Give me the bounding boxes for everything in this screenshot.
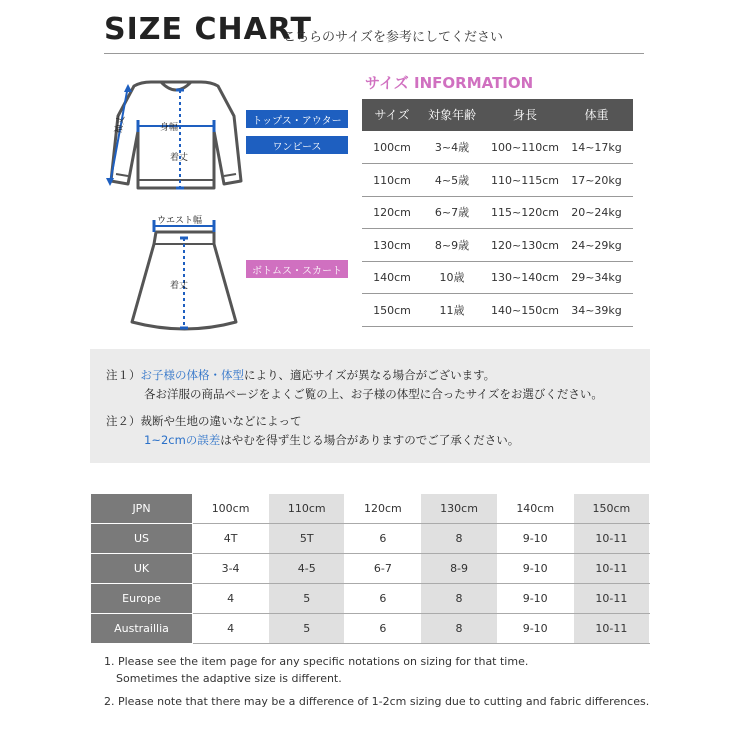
cell: 8 (421, 584, 497, 614)
english-note-1: 1. Please see the item page for any specific notations on sizing for that time. (104, 655, 529, 668)
cell: 4~5歳 (434, 174, 470, 187)
cell: 6~7歳 (434, 206, 470, 219)
cell: 5 (269, 584, 345, 614)
cell: 3-4 (193, 554, 269, 584)
info-header-row (362, 99, 633, 131)
cell: 8-9 (421, 554, 497, 584)
note-2-line2 (144, 432, 519, 448)
cell: 140cm (497, 494, 573, 524)
page-subtitle: こちらのサイズを参考にしてください (283, 30, 503, 45)
cell: 110cm (269, 494, 345, 524)
cell: 4 (193, 614, 269, 644)
cell: 100cm (373, 141, 411, 154)
cell: 140cm (373, 271, 411, 284)
cell: 9-10 (497, 554, 573, 584)
cell: 4-5 (269, 554, 345, 584)
width-label: 身幅 (160, 123, 179, 133)
cell: 6-7 (345, 554, 421, 584)
info-row (362, 230, 633, 262)
info-row (362, 132, 633, 164)
note-2 (106, 413, 302, 429)
cell: 130~140cm (491, 271, 559, 284)
cell: 115~120cm (491, 206, 559, 219)
sweater-icon (111, 82, 241, 188)
info-row (362, 262, 633, 294)
cell: 150cm (373, 304, 411, 317)
info-row (362, 165, 633, 197)
cell: 34~39kg (571, 304, 622, 317)
cell: 4 (193, 584, 269, 614)
note-text: 裁断や生地の違いなどによって (140, 414, 302, 428)
table-row (91, 554, 650, 584)
cell: 130cm (421, 494, 497, 524)
length-label-bottoms: 着丈 (170, 281, 189, 291)
cell: 10歳 (439, 271, 465, 284)
cell: 9-10 (497, 524, 573, 554)
note-highlight: 1~2cmの誤差 (144, 433, 221, 447)
cell: 100cm (193, 494, 269, 524)
cell: 140~150cm (491, 304, 559, 317)
note-1 (106, 367, 495, 383)
cell: 110cm (373, 174, 411, 187)
info-header: サイズ (374, 108, 410, 122)
cell: 120~130cm (491, 239, 559, 252)
sleeve-label: 袖丈 (113, 115, 127, 135)
table-row (91, 584, 650, 614)
cell: 20~24kg (571, 206, 622, 219)
cell: 4T (193, 524, 269, 554)
note-prefix: 注２） (106, 414, 141, 428)
cell: 29~34kg (571, 271, 622, 284)
info-header: 身長 (512, 108, 537, 122)
note-prefix: 注１） (106, 368, 141, 382)
cell: 10-11 (573, 524, 649, 554)
note-highlight: お子様の体格・体型 (140, 368, 244, 382)
cell: 10-11 (573, 614, 649, 644)
cell: 100~110cm (491, 141, 559, 154)
cell: 120cm (373, 206, 411, 219)
note-1-line2: 各お洋服の商品ページをよくご覧の上、お子様の体型に合ったサイズをお選びください。 (144, 387, 603, 401)
page-title: SIZE CHART (104, 12, 313, 47)
cell: 14~17kg (571, 141, 622, 154)
cell: 9-10 (497, 584, 573, 614)
cell: 8 (421, 524, 497, 554)
table-row (91, 614, 650, 644)
length-label-tops: 着丈 (170, 153, 189, 163)
cell: 6 (345, 614, 421, 644)
info-header: 体重 (584, 108, 609, 122)
table-row (91, 524, 650, 554)
cell: 5T (269, 524, 345, 554)
cell: 6 (345, 524, 421, 554)
cell: 130cm (373, 239, 411, 252)
cell: 11歳 (439, 304, 465, 317)
cell: 3~4歳 (434, 141, 470, 154)
info-title: サイズ INFORMATION (365, 74, 534, 92)
cell: 17~20kg (571, 174, 622, 187)
cell: 9-10 (497, 614, 573, 644)
info-header: 対象年齢 (427, 108, 476, 122)
row-header: JPN (91, 494, 193, 524)
tag-tops: トップス・アウター (246, 110, 348, 128)
info-row (362, 197, 633, 229)
cell: 150cm (573, 494, 649, 524)
cell: 24~29kg (571, 239, 622, 252)
cell: 110~115cm (491, 174, 559, 187)
row-header: Europe (91, 584, 193, 614)
english-note-2: 2. Please note that there may be a difference of 1-2cm sizing due to cutting and fabric differences. (104, 695, 650, 708)
table-row (91, 494, 650, 524)
row-header: UK (91, 554, 193, 584)
cell: 10-11 (573, 584, 649, 614)
row-header: Austraillia (91, 614, 193, 644)
info-row (362, 295, 633, 327)
tag-onepiece: ワンピース (246, 136, 348, 154)
cell: 8 (421, 614, 497, 644)
cell: 120cm (345, 494, 421, 524)
cell: 6 (345, 584, 421, 614)
cell: 8~9歳 (434, 239, 470, 252)
cell: 5 (269, 614, 345, 644)
cell: 10-11 (573, 554, 649, 584)
notes-box (90, 349, 650, 463)
english-note-1-line2: Sometimes the adaptive size is different. (116, 672, 342, 685)
header-divider (104, 53, 644, 54)
note-text: により、適応サイズが異なる場合がございます。 (244, 368, 496, 382)
size-conversion-table (90, 493, 650, 644)
tag-bottoms: ボトムス・スカート (246, 260, 348, 278)
row-header: US (91, 524, 193, 554)
waist-label: ウエスト幅 (157, 216, 203, 226)
note-text: はやむを得ず生じる場合がありますのでご了承ください。 (220, 433, 520, 447)
